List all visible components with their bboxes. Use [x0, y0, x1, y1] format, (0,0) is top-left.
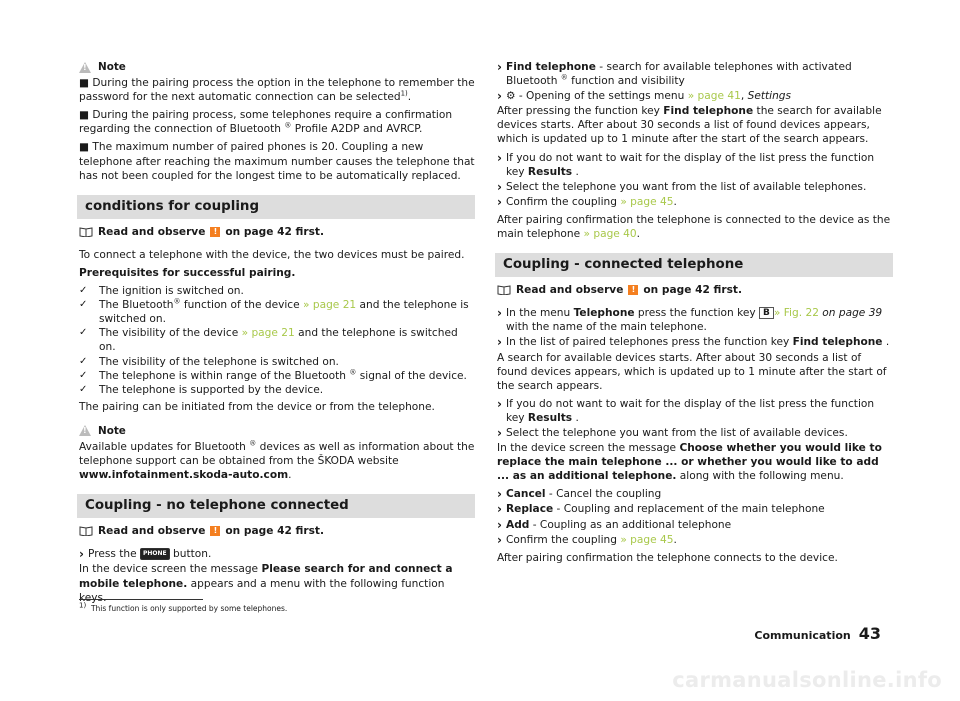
section-heading: Coupling - connected telephone: [495, 253, 893, 277]
note-text: Available updates for Bluetooth ® devices as well as information about the telephone support can be obtained from the ŠKODA website www.infotainment.skoda-auto.com.: [79, 439, 475, 482]
check-item: ✓ The ignition is switched on.: [79, 285, 244, 298]
function-item: › Find telephone - search for available telephones with activated Bluetooth ® function and visibility: [497, 60, 852, 88]
arrow-icon: ›: [497, 194, 502, 209]
step-item: › Select the telephone you want from the list of available devices.: [497, 425, 848, 440]
page-link[interactable]: » page 21: [241, 327, 295, 340]
checkmark-icon: ✓: [79, 299, 88, 311]
arrow-icon: ›: [497, 89, 502, 104]
function-item: › ⚙ - Opening of the settings menu » page 41, Settings: [497, 89, 792, 104]
note-item: ■ The maximum number of paired phones is 20. Coupling a new telephone after reaching the maximum number causes the telephone that has not been coupled for the longest time to be automatically replaced.: [79, 141, 475, 182]
figure-link[interactable]: » Fig. 22: [773, 307, 819, 320]
arrow-icon: ›: [497, 306, 502, 321]
book-icon: [497, 285, 511, 295]
paragraph: A search for available devices starts. After about 30 seconds a list of found devices appears, which is updated up to 1 minute after the start of the search appears.: [497, 351, 887, 392]
read-observe-line: Read and observe ! on page 42 first.: [497, 283, 893, 297]
right-column: [497, 60, 893, 569]
arrow-icon: ›: [497, 60, 502, 74]
outro-text: The pairing can be initiated from the device or from the telephone.: [79, 400, 435, 413]
note-heading: ! Note: [79, 424, 475, 438]
menu-item: › Confirm the coupling » page 45.: [497, 532, 677, 547]
checkmark-icon: ✓: [79, 369, 88, 381]
warning-exclamation-icon: !: [628, 285, 638, 295]
paragraph: After pairing confirmation the telephone connects to the device.: [497, 551, 838, 564]
menu-item: › Replace - Coupling and replacement of the main telephone: [497, 502, 825, 517]
step-item: › Confirm the coupling » page 45.: [497, 194, 677, 209]
arrow-icon: ›: [497, 179, 502, 194]
read-observe-line: Read and observe ! on page 42 first.: [79, 225, 475, 239]
check-item: ✓ The telephone is within range of the Bluetooth ® signal of the device.: [79, 368, 467, 382]
page-link[interactable]: » page 40: [583, 228, 637, 241]
section-heading: Coupling - no telephone connected: [77, 494, 475, 518]
book-icon: [79, 526, 93, 536]
checkmark-icon: ✓: [79, 327, 88, 339]
warning-exclamation-icon: !: [210, 526, 220, 536]
menu-item: › Add - Coupling as an additional telephone: [497, 517, 732, 532]
footnote-divider: [79, 599, 203, 600]
note-block-2: [79, 424, 475, 482]
prerequisites-label: Prerequisites for successful pairing.: [79, 266, 296, 279]
arrow-icon: ›: [497, 335, 502, 350]
step-item: › Select the telephone you want from the list of available telephones.: [497, 179, 867, 194]
note-block: [79, 60, 475, 183]
paragraph: In the device screen the message Choose whether you would like to replace the main telephone ... or whether you would like to add ... as an additional telephone. along with the following menu.: [497, 442, 882, 483]
arrow-icon: ›: [497, 517, 502, 532]
read-observe-line: Read and observe ! on page 42 first.: [79, 524, 475, 538]
page-link[interactable]: » page 21: [303, 299, 357, 312]
page-number: 43: [858, 624, 881, 643]
arrow-icon: ›: [497, 502, 502, 517]
arrow-icon: ›: [497, 396, 502, 411]
function-key-b: B: [759, 307, 774, 319]
page-link[interactable]: » page 45: [620, 533, 674, 546]
watermark: carmanualsonline.info: [672, 668, 942, 692]
warning-icon: [79, 425, 91, 436]
arrow-icon: ›: [497, 425, 502, 440]
gear-icon: ⚙: [506, 90, 516, 103]
paragraph: After pressing the function key Find telephone the search for available devices starts. After about 30 seconds a list of found devices appears, which is updated up to 1 minute after the start of the search appears.: [497, 105, 882, 146]
check-item: ✓ The visibility of the telephone is switched on.: [79, 355, 339, 368]
checkmark-icon: ✓: [79, 355, 88, 367]
step-item: › If you do not want to wait for the display of the list press the function key Results .: [497, 150, 875, 178]
warning-icon: [79, 62, 91, 73]
intro-text: To connect a telephone with the device, the two devices must be paired.: [79, 248, 465, 261]
warning-exclamation-icon: !: [210, 227, 220, 237]
check-item: ✓ The Bluetooth® function of the device » page 21 and the telephone is switched on.: [79, 297, 469, 326]
paragraph: After pairing confirmation the telephone is connected to the device as the main telephone » page 40.: [497, 213, 891, 241]
website-link[interactable]: www.infotainment.skoda-auto.com: [79, 469, 289, 482]
book-icon: [79, 227, 93, 237]
step-item: › In the menu Telephone press the function key B » Fig. 22 on page 39 with the name of the main telephone.: [497, 306, 883, 334]
note-item: ■ During the pairing process, some telephones require a confirmation regarding the connection of Bluetooth ® Profile A2DP and AVRCP.: [79, 109, 453, 136]
arrow-icon: ›: [497, 150, 502, 165]
check-item: ✓ The visibility of the device » page 21 and the telephone is switched on.: [79, 327, 458, 354]
arrow-icon: ›: [497, 487, 502, 502]
page-link[interactable]: » page 45: [620, 195, 674, 208]
checkmark-icon: ✓: [79, 285, 88, 297]
check-item: ✓ The telephone is supported by the device.: [79, 383, 324, 396]
paragraph: In the device screen the message Please search for and connect a mobile telephone. appears and a menu with the following function keys.: [79, 563, 453, 604]
checklist: [79, 284, 475, 397]
footnote: 1) This function is only supported by some telephones.: [79, 601, 288, 613]
left-column: [79, 60, 475, 609]
menu-item: › Cancel - Cancel the coupling: [497, 487, 662, 502]
arrow-icon: ›: [497, 532, 502, 547]
section-heading: conditions for coupling: [77, 195, 475, 219]
step-item: › In the list of paired telephones press the function key Find telephone .: [497, 335, 890, 350]
phone-key-icon: PHONE: [140, 548, 170, 560]
arrow-icon: ›: [79, 547, 84, 562]
note-heading: ! Note: [79, 60, 475, 74]
checkmark-icon: ✓: [79, 383, 88, 395]
page-link[interactable]: » page 41: [687, 90, 741, 103]
footer-section: Communication: [754, 629, 851, 642]
page-footer: [754, 624, 881, 643]
step-item: › If you do not want to wait for the display of the list press the function key Results .: [497, 396, 875, 424]
note-item: ■ During the pairing process the option in the telephone to remember the password for the next automatic connection can be selected$^{1)}$.: [79, 77, 475, 104]
step-item: › Press the PHONE button.: [79, 547, 212, 562]
